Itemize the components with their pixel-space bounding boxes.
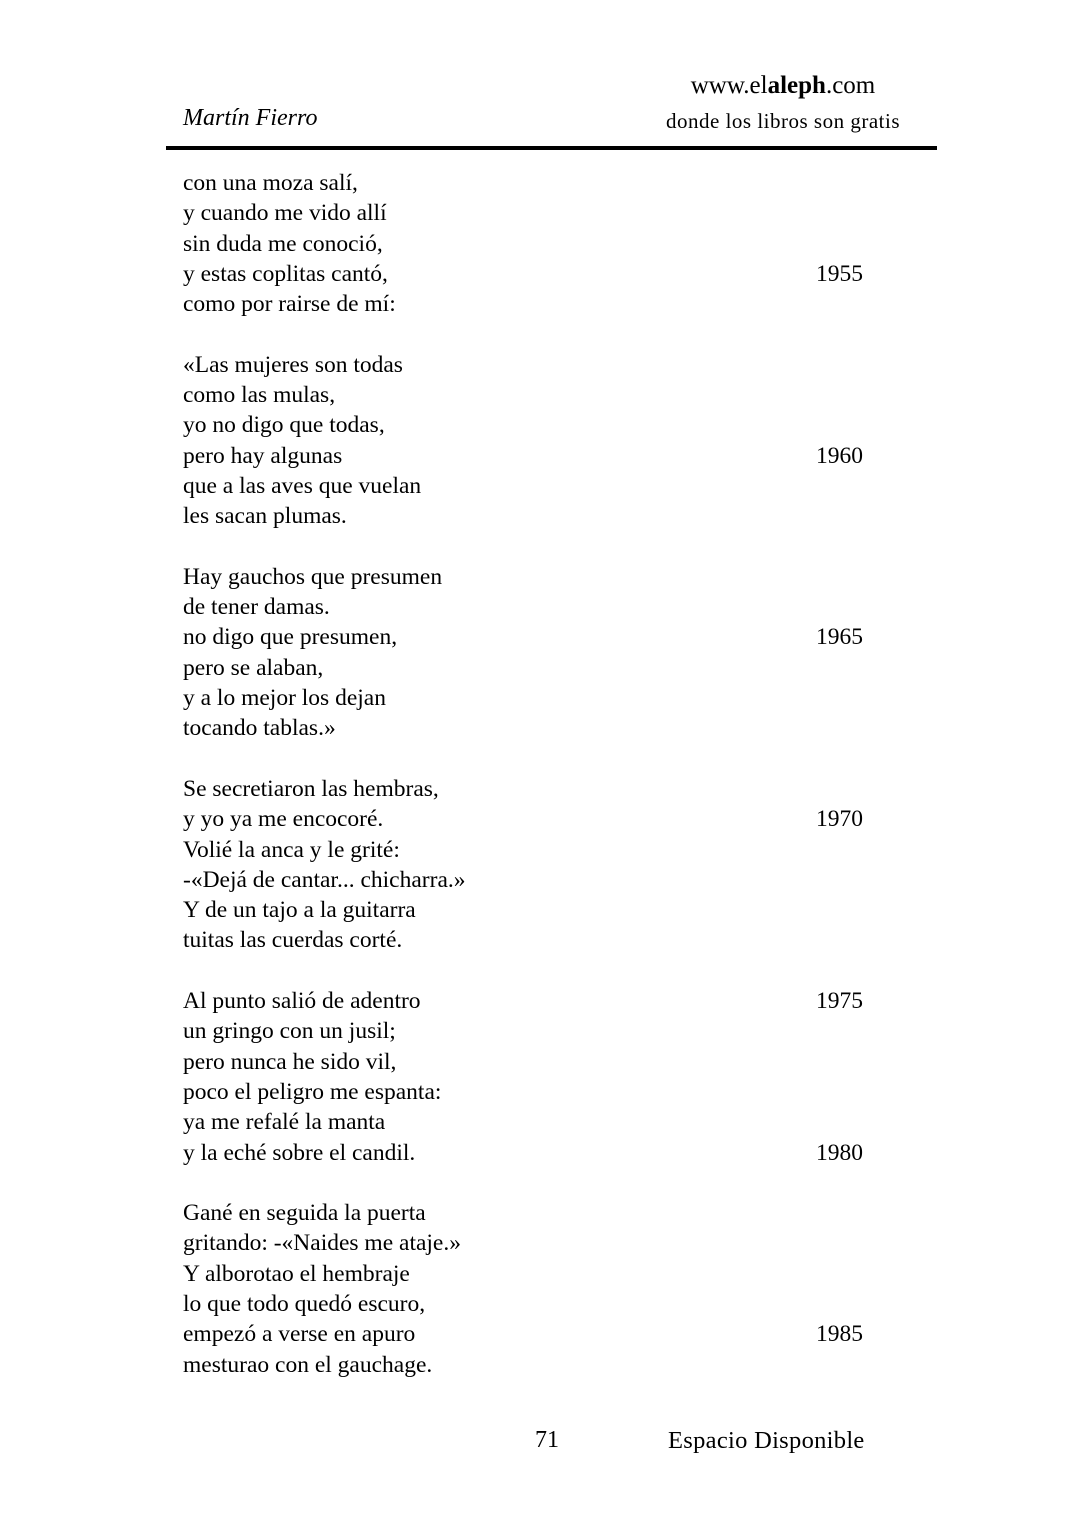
site-tagline: donde los libros son gratis xyxy=(666,109,900,133)
stanza xyxy=(183,774,863,956)
poem-body xyxy=(183,168,863,1410)
poem-line xyxy=(183,1077,863,1107)
verse-text: tocando tablas.» xyxy=(183,715,336,742)
verse-text: yo no digo que todas, xyxy=(183,412,385,439)
poem-line xyxy=(183,713,863,743)
book-title: Martín Fierro xyxy=(183,105,318,131)
verse-text: un gringo con un jusil; xyxy=(183,1018,396,1045)
site-header xyxy=(630,72,936,134)
verse-text: que a las aves que vuelan xyxy=(183,472,422,499)
verse-text: empezó a verse en apuro xyxy=(183,1321,416,1348)
verse-text: Al punto salió de adentro xyxy=(183,988,421,1015)
poem-line xyxy=(183,562,863,592)
verse-text: mesturao con el gauchage. xyxy=(183,1351,433,1378)
verse-text: Se secretiaron las hembras, xyxy=(183,775,439,802)
poem-line xyxy=(183,835,863,865)
poem-line xyxy=(183,168,863,198)
poem-line xyxy=(183,1319,863,1349)
verse-number: 1965 xyxy=(816,624,863,651)
poem-line xyxy=(183,380,863,410)
poem-line xyxy=(183,289,863,319)
poem-line xyxy=(183,925,863,955)
verse-text: pero hay algunas xyxy=(183,442,343,469)
poem-line xyxy=(183,259,863,289)
poem-line xyxy=(183,653,863,683)
poem-line xyxy=(183,198,863,228)
verse-text: poco el peligro me espanta: xyxy=(183,1078,442,1105)
verse-text: de tener damas. xyxy=(183,594,330,621)
poem-line xyxy=(183,1016,863,1046)
espacio-disponible-note: Espacio Disponible xyxy=(668,1427,865,1454)
verse-text: gritando: -«Naides me ataje.» xyxy=(183,1230,461,1257)
verse-text: pero nunca he sido vil, xyxy=(183,1048,397,1075)
stanza xyxy=(183,562,863,744)
poem-line xyxy=(183,441,863,471)
verse-number: 1955 xyxy=(816,260,863,287)
verse-number: 1980 xyxy=(816,1139,863,1166)
poem-line xyxy=(183,774,863,804)
verse-text: ya me refalé la manta xyxy=(183,1109,386,1136)
verse-text: Volié la anca y le grité: xyxy=(183,836,400,863)
poem-line xyxy=(183,350,863,380)
poem-line xyxy=(183,1138,863,1168)
verse-text: y yo ya me encocoré. xyxy=(183,806,384,833)
poem-line xyxy=(183,1107,863,1137)
verse-text: no digo que presumen, xyxy=(183,624,398,651)
poem-line xyxy=(183,1289,863,1319)
poem-line xyxy=(183,1198,863,1228)
verse-text: y estas coplitas cantó, xyxy=(183,260,388,287)
poem-line xyxy=(183,622,863,652)
verse-text: pero se alaban, xyxy=(183,654,324,681)
site-url xyxy=(630,72,936,99)
verse-text: les sacan plumas. xyxy=(183,503,347,530)
poem-line xyxy=(183,683,863,713)
site-url-suffix: .com xyxy=(825,72,876,99)
stanza xyxy=(183,168,863,319)
verse-text: lo que todo quedó escuro, xyxy=(183,1290,426,1317)
verse-text: «Las mujeres son todas xyxy=(183,351,403,378)
page-number: 71 xyxy=(535,1427,559,1453)
verse-number: 1975 xyxy=(816,988,863,1015)
poem-line xyxy=(183,471,863,501)
verse-number: 1960 xyxy=(816,442,863,469)
poem-line xyxy=(183,592,863,622)
header-divider xyxy=(166,146,937,150)
verse-text: Y alborotao el hembraje xyxy=(183,1260,410,1287)
verse-text: con una moza salí, xyxy=(183,170,358,196)
poem-line xyxy=(183,1350,863,1380)
verse-text: y la eché sobre el candil. xyxy=(183,1139,416,1166)
verse-text: como por rairse de mí: xyxy=(183,291,396,318)
site-url-prefix: www.el xyxy=(690,72,768,99)
poem-line xyxy=(183,1259,863,1289)
verse-number: 1985 xyxy=(816,1321,863,1348)
poem-line xyxy=(183,895,863,925)
verse-text: Hay gauchos que presumen xyxy=(183,563,443,590)
poem-line xyxy=(183,986,863,1016)
verse-text: sin duda me conoció, xyxy=(183,230,383,257)
verse-text: Gané en seguida la puerta xyxy=(183,1200,426,1227)
stanza xyxy=(183,1198,863,1380)
stanza xyxy=(183,986,863,1168)
poem-line xyxy=(183,1228,863,1258)
stanza xyxy=(183,350,863,532)
poem-line xyxy=(183,804,863,834)
poem-line xyxy=(183,410,863,440)
poem-line xyxy=(183,865,863,895)
poem-line xyxy=(183,501,863,531)
verse-number: 1970 xyxy=(816,806,863,833)
verse-text: como las mulas, xyxy=(183,382,336,409)
verse-text: -«Dejá de cantar... chicharra.» xyxy=(183,866,466,893)
poem-line xyxy=(183,229,863,259)
poem-line xyxy=(183,1047,863,1077)
site-url-brand: aleph xyxy=(767,72,826,99)
verse-text: tuitas las cuerdas corté. xyxy=(183,927,403,954)
verse-text: y cuando me vido allí xyxy=(183,200,387,227)
verse-text: y a lo mejor los dejan xyxy=(183,685,386,712)
verse-text: Y de un tajo a la guitarra xyxy=(183,897,416,924)
